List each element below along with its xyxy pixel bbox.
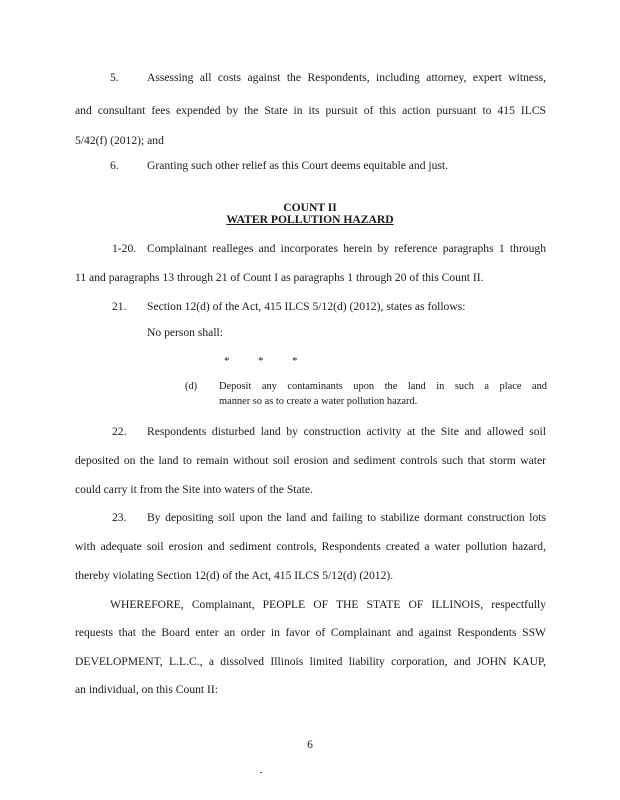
paragraph-23-line-2: with adequate soil erosion and sediment controls, Respondents created a water pollution hazard,	[75, 540, 546, 553]
paragraph-6-number: 6.	[110, 159, 119, 172]
wherefore-line-1: WHEREFORE, Complainant, PEOPLE OF THE STATE OF ILLINOIS, respectfully	[110, 598, 546, 611]
paragraph-5-line-1: Assessing all costs against the Respondents, including attorney, expert witness,	[147, 71, 546, 84]
paragraph-5-number: 5.	[110, 71, 119, 84]
paragraph-21-line-1: Section 12(d) of the Act, 415 ILCS 5/12(d) (2012), states as follows:	[147, 300, 466, 313]
paragraph-1-20-line-1: Complainant realleges and incorporates herein by reference paragraphs 1 through	[147, 242, 546, 255]
paragraph-23-line-3: thereby violating Section 12(d) of the Act, 415 ILCS 5/12(d) (2012).	[75, 569, 394, 582]
count-title: COUNT II	[283, 201, 337, 214]
scan-speck	[260, 772, 262, 773]
paragraph-23-line-1: By depositing soil upon the land and failing to stabilize dormant construction lots	[147, 511, 546, 524]
wherefore-line-4: an individual, on this Count II:	[75, 683, 218, 696]
paragraph-5-line-2: and consultant fees expended by the State in its pursuit of this action pursuant to 415 ILCS	[75, 104, 546, 117]
paragraph-22-line-2: deposited on the land to remain without soil erosion and sediment controls such that storm water	[75, 454, 546, 467]
ellipsis-star-1: *	[224, 355, 230, 367]
paragraph-1-20-number: 1-20.	[112, 242, 137, 255]
count-subtitle	[0, 213, 620, 227]
paragraph-22-line-1: Respondents disturbed land by construction activity at the Site and allowed soil	[147, 425, 546, 438]
paragraph-1-20-line-2: 11 and paragraphs 13 through 21 of Count I as paragraphs 1 through 20 of this Count II.	[75, 271, 484, 284]
paragraph-23-number: 23.	[112, 511, 127, 524]
quote-line-1: Deposit any contaminants upon the land in such a place and	[219, 381, 547, 392]
paragraph-21-line-2: No person shall:	[147, 326, 223, 339]
paragraph-6-line-1: Granting such other relief as this Court deems equitable and just.	[147, 159, 449, 172]
ellipsis-star-3: *	[292, 355, 298, 367]
ellipsis-star-2: *	[258, 355, 264, 367]
paragraph-5-line-3: 5/42(f) (2012); and	[75, 134, 164, 147]
count-subtitle-text: WATER POLLUTION HAZARD	[226, 213, 394, 226]
wherefore-line-3: DEVELOPMENT, L.L.C., a dissolved Illinois limited liability corporation, and JOHN KAUP,	[75, 655, 546, 668]
page-number: 6	[307, 738, 313, 751]
quote-label: (d)	[185, 381, 198, 392]
wherefore-line-2: requests that the Board enter an order in favor of Complainant and against Respondents SSW	[75, 626, 546, 639]
paragraph-22-line-3: could carry it from the Site into waters of the State.	[75, 483, 313, 496]
paragraph-22-number: 22.	[112, 425, 127, 438]
quote-line-2: manner so as to create a water pollution hazard.	[219, 396, 418, 407]
paragraph-21-number: 21.	[112, 300, 127, 313]
